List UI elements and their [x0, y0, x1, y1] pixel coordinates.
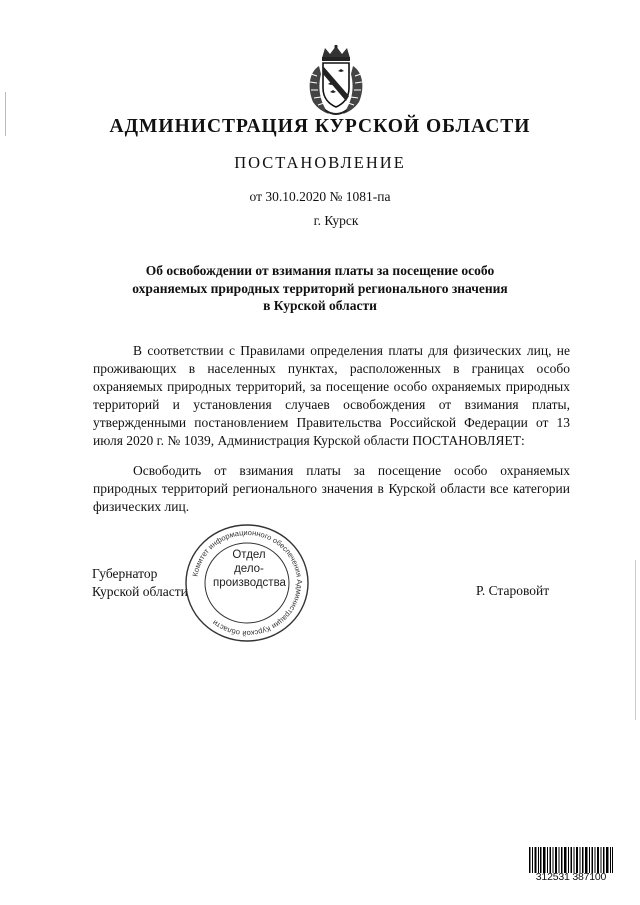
- organization-title: АДМИНИСТРАЦИЯ КУРСКОЙ ОБЛАСТИ: [109, 116, 531, 137]
- subject-line: охраняемых природных территорий регионального значения: [132, 280, 508, 296]
- signer-title-line: Курской области: [92, 584, 188, 599]
- stamp-line: Отдел: [232, 549, 266, 561]
- barcode-icon: [529, 847, 613, 873]
- stamp-inner-text: [213, 548, 286, 590]
- stamp-line: дело-: [234, 563, 264, 575]
- signer-title: [92, 565, 188, 601]
- signer-name: Р. Старовойт: [476, 583, 550, 598]
- coat-of-arms-icon: [305, 44, 367, 118]
- document-city: г. Курск: [313, 213, 359, 228]
- subject-line: Об освобождении от взимания платы за посещение особо: [145, 263, 495, 278]
- document-date-number: от 30.10.2020 № 1081-па: [249, 189, 391, 204]
- svg-text:Комитет информационного обеспе: Комитет информационного обеспечения Администрации Курской области: [190, 527, 305, 639]
- paragraph-text: В соответствии с Правилами определения платы для физических лиц, не проживающих в населенных пунктах, расположенных в границах особо охраняемых природных территорий, за посещение особо охраняемых природных территорий и установления случаев освобождения от взимания платы, утвержденными постановлением Правительства Российской Федерации от 13 июля 2020 г. № 1039, Администрация Курской области ПОСТАНОВЛЯЕТ:: [93, 343, 570, 448]
- body-paragraph-2: [93, 462, 570, 516]
- document-subject: [0, 262, 640, 315]
- barcode-number: 312531 387100: [535, 871, 607, 883]
- document-type: ПОСТАНОВЛЕНИЕ: [234, 153, 406, 172]
- paragraph-text: Освободить от взимания платы за посещение особо охраняемых природных территорий регионального значения в Курской области все категории физических лиц.: [93, 463, 570, 514]
- subject-line: в Курской области: [263, 298, 377, 313]
- stamp-line: производства: [213, 577, 286, 589]
- body-paragraph-1: [93, 342, 570, 450]
- scan-artifact: [635, 560, 636, 720]
- signer-title-line: Губернатор: [92, 566, 158, 581]
